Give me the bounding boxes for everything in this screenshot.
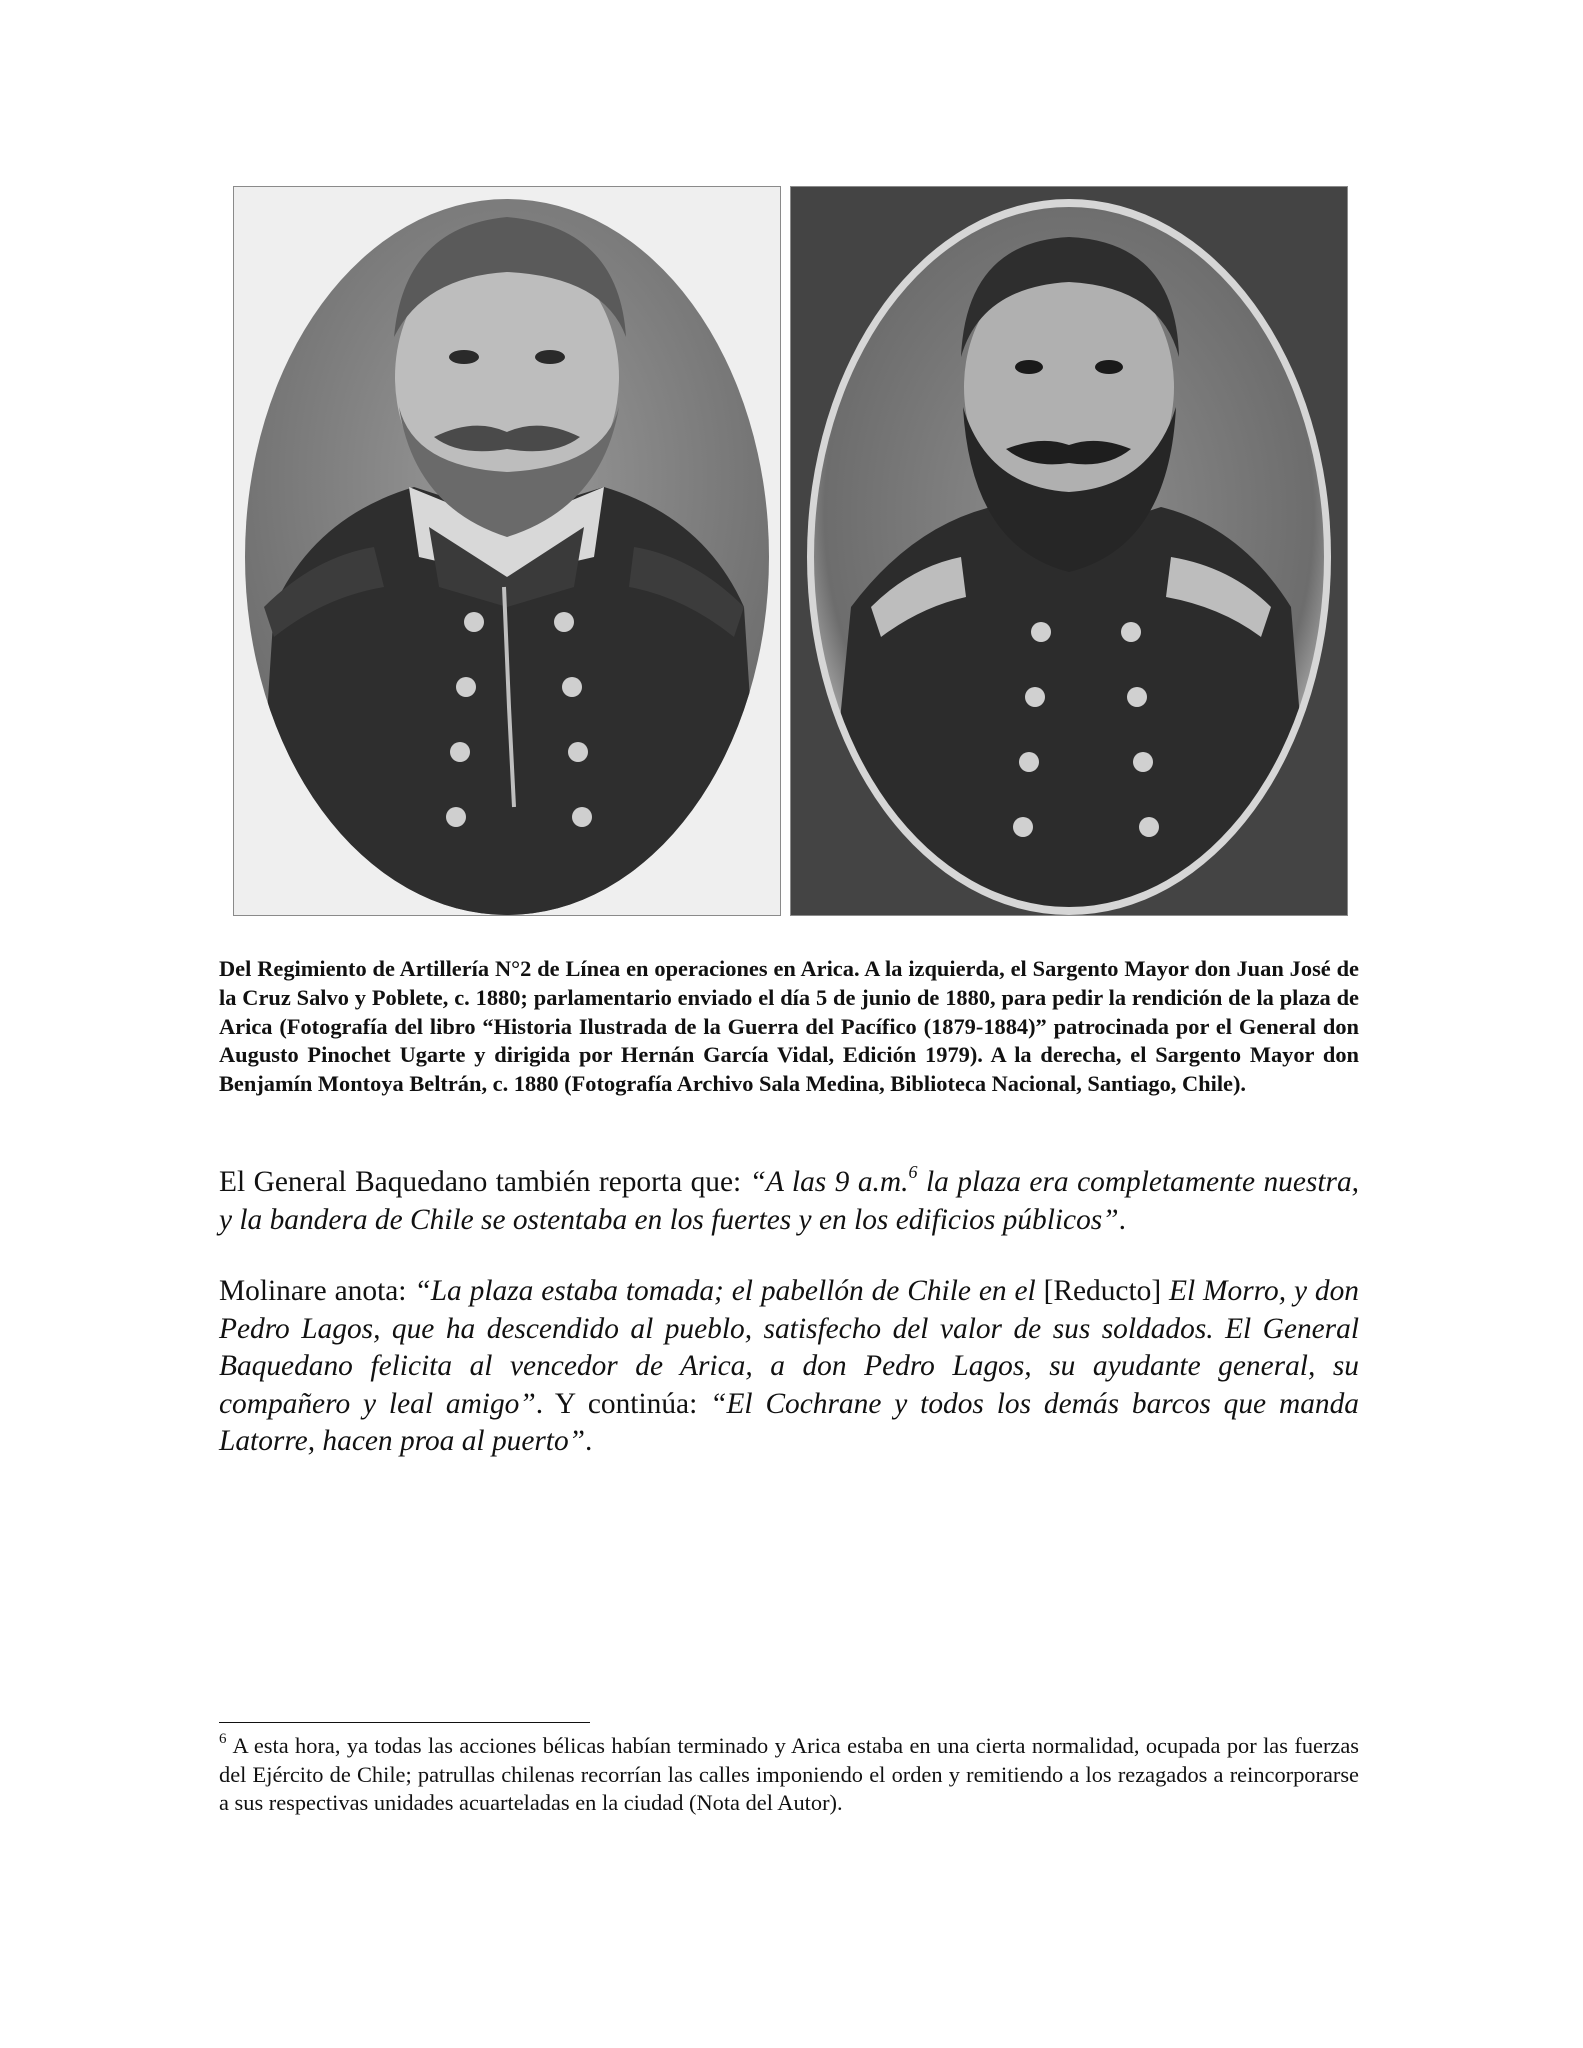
paragraph-2-quote-b: El Morro, y don Pedro Lagos, que ha descendido al pueblo, satisfecho del valor de sus soldados. El General Baquedano felicita al vencedor de Arica, a don Pedro Lagos, su ayudante general, su compañero y leal amigo” xyxy=(219,1275,1359,1420)
footnote-text: A esta hora, ya todas las acciones bélicas habían terminado y Arica estaba en una cierta normalidad, ocupada por las fuerzas del Ejército de Chile; patrullas chilenas recorrían las calles imponiendo el orden y remitiendo a los rezagados a reincorporarse a sus respectivas unidades acuarteladas en la ciudad (Nota del Autor). xyxy=(219,1733,1359,1816)
paragraph-2-lead: Molinare anota: xyxy=(219,1275,415,1307)
paragraph-2-end: . xyxy=(585,1425,593,1457)
paragraph-baquedano-report xyxy=(219,1164,1359,1239)
paragraph-1-lead: El General Baquedano también reporta que: xyxy=(219,1166,750,1198)
portrait-montoya-image xyxy=(791,187,1347,915)
paragraph-2-bracket: [Reducto] xyxy=(1043,1275,1162,1307)
photo-caption: Del Regimiento de Artillería N°2 de Línea en operaciones en Arica. A la izquierda, el Sargento Mayor don Juan José de la Cruz Salvo y Poblete, c. 1880; parlamentario enviado el día 5 de junio de 1880, para pedir la rendición de la plaza de Arica (Fotografía del libro “Historia Ilustrada de la Guerra del Pacífico (1879-1884)” patrocinada por el General don Augusto Pinochet Ugarte y dirigida por Hernán García Vidal, Edición 1979). A la derecha, el Sargento Mayor don Benjamín Montoya Beltrán, c. 1880 (Fotografía Archivo Sala Medina, Biblioteca Nacional, Santiago, Chile). xyxy=(219,956,1359,1097)
paragraph-2-quote-a: “La plaza estaba tomada; el pabellón de Chile en el xyxy=(414,1275,1044,1307)
portrait-salvo-image xyxy=(234,187,780,915)
paragraph-molinare-note xyxy=(219,1273,1359,1461)
paragraph-1-quote-b: la plaza era completamente nuestra, y la bandera de Chile se ostentaba en los fuertes y en los edificios públicos” xyxy=(219,1166,1359,1236)
footnote-reference[interactable]: 6 xyxy=(908,1162,918,1182)
paragraph-1-quote-a: “A las 9 a.m. xyxy=(749,1166,909,1198)
portrait-photo-right xyxy=(790,186,1348,916)
portrait-photo-left xyxy=(233,186,781,916)
paragraph-2-middle: . Y continúa: xyxy=(535,1387,711,1420)
paragraph-1-end: . xyxy=(1118,1203,1126,1236)
footnote-separator xyxy=(219,1722,590,1723)
footnote xyxy=(219,1732,1359,1818)
paragraph-2-quote-c: “El Cochrane y todos los demás barcos que manda Latorre, hacen proa al puerto” xyxy=(219,1387,1359,1457)
footnote-number: 6 xyxy=(219,1731,227,1747)
